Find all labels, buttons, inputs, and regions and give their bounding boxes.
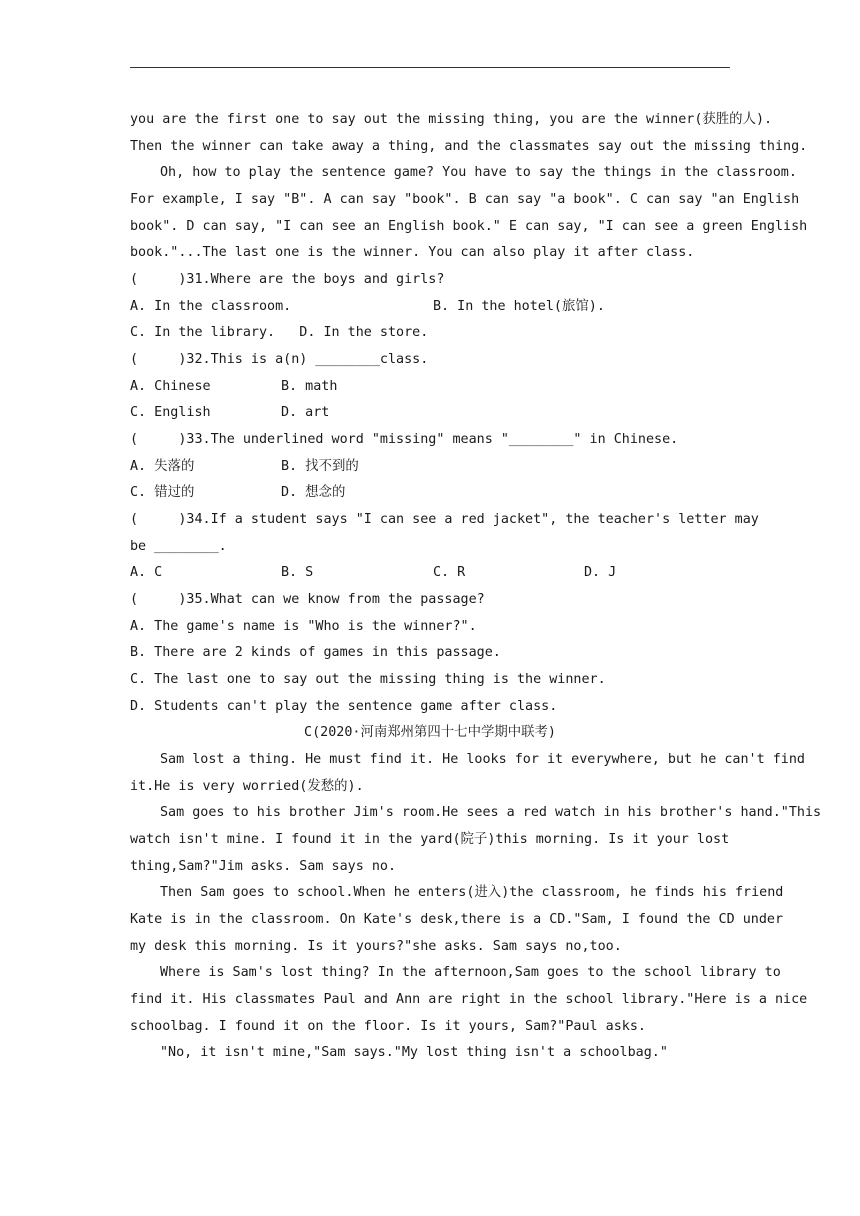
option-33-d: D. 想念的 bbox=[281, 485, 346, 500]
option-32-c: C. English bbox=[130, 405, 211, 420]
option-34-a: A. C bbox=[130, 565, 163, 580]
question-35-stem: ( )35.What can we know from the passage? bbox=[130, 592, 485, 607]
passage-line: you are the first one to say out the missing thing, you are the winner(获胜的人). bbox=[130, 112, 773, 127]
question-32-stem: ( )32.This is a(n) ________class. bbox=[130, 352, 429, 367]
passage-line: book."...The last one is the winner. You can also play it after class. bbox=[130, 245, 695, 260]
passage-c-line: "No, it isn't mine,"Sam says."My lost thing isn't a schoolbag." bbox=[160, 1045, 668, 1060]
question-31-stem: ( )31.Where are the boys and girls? bbox=[130, 272, 445, 287]
passage-c-line: Sam lost a thing. He must find it. He looks for it everywhere, but he can't find bbox=[160, 752, 805, 767]
passage-line: book". D can say, "I can see an English book." E can say, "I can see a green English bbox=[130, 219, 808, 234]
option-34-d: D. J bbox=[584, 565, 617, 580]
option-34-c: C. R bbox=[433, 565, 466, 580]
option-35-a: A. The game's name is "Who is the winner?". bbox=[130, 619, 477, 634]
passage-c-line: watch isn't mine. I found it in the yard(院子)this morning. Is it your lost bbox=[130, 832, 730, 847]
passage-c-line: Sam goes to his brother Jim's room.He sees a red watch in his brother's hand."This bbox=[160, 805, 822, 820]
option-35-c: C. The last one to say out the missing thing is the winner. bbox=[130, 672, 606, 687]
passage-c-line: find it. His classmates Paul and Ann are right in the school library."Here is a nice bbox=[130, 992, 808, 1007]
option-35-d: D. Students can't play the sentence game after class. bbox=[130, 699, 558, 714]
option-33-b: B. 找不到的 bbox=[281, 459, 359, 474]
option-32-d: D. art bbox=[281, 405, 330, 420]
passage-c-line: my desk this morning. Is it yours?"she asks. Sam says no,too. bbox=[130, 939, 622, 954]
passage-c-line: thing,Sam?"Jim asks. Sam says no. bbox=[130, 859, 397, 874]
option-33-a: A. 失落的 bbox=[130, 459, 195, 474]
option-33-c: C. 错过的 bbox=[130, 485, 195, 500]
passage-line: Oh, how to play the sentence game? You have to say the things in the classroom. bbox=[160, 165, 797, 180]
question-33-stem: ( )33.The underlined word "missing" means "________" in Chinese. bbox=[130, 432, 679, 447]
passage-line: Then the winner can take away a thing, and the classmates say out the missing thing. bbox=[130, 139, 808, 154]
option-31-cd: C. In the library. D. In the store. bbox=[130, 325, 429, 340]
option-32-a: A. Chinese bbox=[130, 379, 211, 394]
option-31-b: B. In the hotel(旅馆). bbox=[433, 299, 605, 314]
option-31-a: A. In the classroom. bbox=[130, 299, 292, 314]
option-35-b: B. There are 2 kinds of games in this passage. bbox=[130, 645, 501, 660]
passage-c-line: Kate is in the classroom. On Kate's desk,there is a CD."Sam, I found the CD under bbox=[130, 912, 784, 927]
passage-c-line: it.He is very worried(发愁的). bbox=[130, 779, 364, 794]
passage-c-line: Then Sam goes to school.When he enters(进入)the classroom, he finds his friend bbox=[160, 885, 784, 900]
option-32-b: B. math bbox=[281, 379, 338, 394]
question-34-stem-cont: be ________. bbox=[130, 539, 227, 554]
header-rule bbox=[130, 67, 730, 68]
option-34-b: B. S bbox=[281, 565, 314, 580]
question-34-stem: ( )34.If a student says "I can see a red jacket", the teacher's letter may bbox=[130, 512, 759, 527]
passage-line: For example, I say "B". A can say "book". B can say "a book". C can say "an English bbox=[130, 192, 800, 207]
passage-c-line: Where is Sam's lost thing? In the afternoon,Sam goes to the school library to bbox=[160, 965, 781, 980]
section-c-title: C(2020·河南郑州第四十七中学期中联考) bbox=[304, 725, 556, 740]
passage-c-line: schoolbag. I found it on the floor. Is it yours, Sam?"Paul asks. bbox=[130, 1019, 646, 1034]
